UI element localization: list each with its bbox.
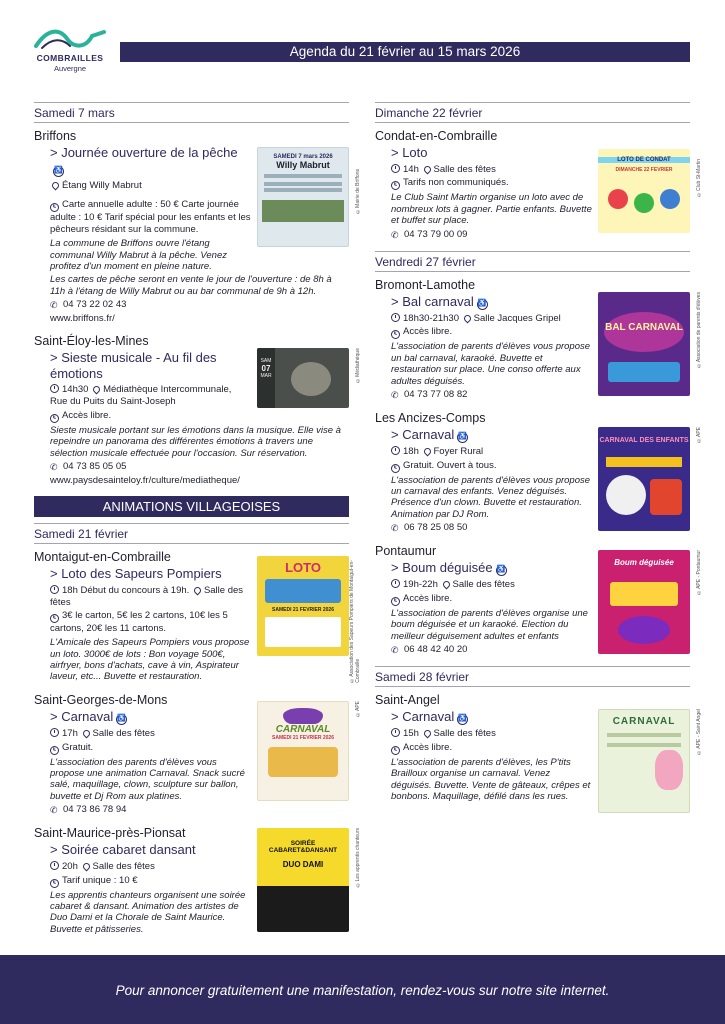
event-town: Condat-en-Combraille [375, 129, 498, 143]
accessibility-icon: ♿ [496, 565, 507, 576]
event-title[interactable]: > Journée ouverture de la pêche♿ [34, 145, 349, 177]
clock-icon [391, 728, 400, 737]
event-price: € Carte annuelle adulte : 50 € Carte journée adulte : 10 € Tarif spécial pour les enfants et les pêcheurs résidant sur la commune. [50, 199, 251, 236]
event-time-place: 18h Début du concours à 19h. Salle des fêtes [50, 584, 244, 608]
photo-credit: ©APE [696, 426, 702, 443]
event-title[interactable]: > Carnaval ♿ [391, 426, 468, 442]
left-column [34, 102, 361, 945]
logo-brand: COMBRAILLES [36, 53, 104, 63]
event-phone[interactable]: ✆ 04 73 86 78 94 [50, 804, 127, 816]
location-icon [192, 585, 202, 595]
event-town: Briffons [34, 129, 77, 143]
photo-credit: ©Association des Sapeurs Pompiers de Montaigut-en-Combraille [349, 560, 361, 683]
event-les-ancizes [375, 410, 702, 534]
event-time-place: 15h Salle des fêtes [375, 728, 690, 740]
event-bromont [375, 277, 702, 401]
accessibility-icon: ♿ [457, 432, 468, 443]
euro-icon: € [50, 879, 59, 888]
event-price: € Tarifs non communiqués. [375, 177, 690, 190]
event-title[interactable]: > Soirée cabaret dansant [50, 842, 196, 858]
event-town: Saint-Maurice-près-Pionsat [34, 826, 186, 841]
location-icon [462, 313, 472, 323]
event-time-place: 18h Foyer Rural [375, 446, 690, 458]
event-saint-angel [375, 693, 702, 803]
event-title[interactable]: > Loto [391, 145, 428, 160]
euro-icon: € [391, 330, 400, 339]
event-saint-georges [34, 692, 361, 816]
event-time-place: 14h Salle des fêtes [375, 164, 690, 176]
clock-icon [50, 585, 59, 594]
event-town: Montaigut-en-Combraille [34, 550, 171, 565]
phone-icon: ✆ [391, 389, 399, 400]
photo-credit: ©APE - Pontaumur [696, 550, 702, 596]
phone-icon: ✆ [391, 229, 399, 240]
event-poster: SOIRÉE CABARET&DANSANT DUO DAMI [257, 828, 349, 932]
clock-icon [50, 728, 59, 737]
location-icon [81, 728, 91, 738]
location-icon [422, 164, 432, 174]
event-town: Bromont-Lamothe [375, 277, 476, 292]
event-description: L'association de parents d'élèves organise une boum déguisée et un karaoké. Election du meilleur déguisement adultes et enfants [391, 608, 588, 642]
event-price: € Accès libre. [375, 326, 690, 339]
accessibility-icon: ♿ [457, 714, 468, 725]
photo-credit: ©APE [355, 700, 361, 717]
event-town: Saint-Georges-de-Mons [34, 692, 168, 707]
event-poster: CARNAVAL [598, 709, 690, 813]
event-price: € 3€ le carton, 5€ les 2 cartons, 10€ les 5 cartons, 20€ les 11 cartons. [50, 610, 228, 635]
event-price: € Gratuit. [34, 742, 349, 755]
accessibility-icon: ♿ [53, 166, 64, 177]
photo-credit: ©Les apprentis chanteurs [355, 828, 361, 888]
euro-icon: € [391, 464, 400, 473]
event-poster: CARNAVAL DES ENFANTS [598, 427, 690, 531]
event-place: Étang Willy Mabrut [34, 180, 349, 192]
event-price: € Accès libre. [34, 410, 349, 423]
euro-icon: € [391, 597, 400, 606]
photo-credit: ©Médiathèque [355, 348, 361, 383]
photo-credit: ©Club St-Martin [696, 159, 702, 197]
clock-icon [50, 384, 59, 393]
event-description: Sieste musicale portant sur les émotions dans la musique. Elle vise à repeindre un panorama des différentes émotions à travers une sélection musicale effectuée pour l'occasion. Sur réservation. [50, 424, 341, 459]
event-poster: CARNAVAL SAMEDI 21 FEVRIER 2026 [257, 701, 349, 801]
clock-icon [391, 579, 400, 588]
location-icon [422, 446, 432, 456]
event-phone[interactable]: ✆ 06 78 25 08 50 [391, 522, 468, 534]
photo-credit: ©APE - Saint Angel [696, 709, 702, 755]
event-title[interactable]: > Carnaval ♿ [391, 709, 468, 725]
event-time-place: 19h-22h Salle des fêtes [375, 579, 690, 591]
clock-icon [391, 446, 400, 455]
phone-icon: ✆ [50, 805, 58, 816]
phone-icon: ✆ [391, 523, 399, 534]
event-condat [375, 129, 702, 241]
event-price: € Gratuit. Ouvert à tous. [375, 460, 690, 473]
event-town: Pontaumur [375, 544, 437, 559]
phone-icon: ✆ [50, 462, 58, 473]
event-pontaumur [375, 544, 702, 656]
event-saint-maurice [34, 826, 361, 935]
event-poster: LOTO DE CONDAT DIMANCHE 22 FEVRIER [598, 149, 690, 233]
euro-icon: € [50, 746, 59, 755]
event-title[interactable]: > Sieste musicale - Au fil des émotions [50, 350, 217, 381]
event-poster: Boum déguisée [598, 550, 690, 654]
event-town: Saint-Éloy-les-Mines [34, 334, 149, 349]
event-phone[interactable]: ✆ 04 73 22 02 43 [50, 299, 127, 311]
logo-region: Auvergne [53, 64, 87, 73]
date-heading: Samedi 28 février [375, 666, 690, 687]
event-phone[interactable]: ✆ 06 48 42 40 20 [391, 644, 468, 656]
event-description: L'Amicale des Sapeurs Pompiers vous propose un loto. 3000€ de lots : Bon voyage 500€, airfryer, bons d'achats, cave à vin, Aspirateur laveur, etc... Buvette et restauration. [50, 637, 250, 683]
event-briffons [34, 129, 361, 325]
date-heading: Samedi 21 février [34, 523, 349, 544]
event-price: € Accès libre. [375, 742, 690, 755]
event-price: € Accès libre. [375, 593, 690, 606]
event-description: L'association de parents d'élèves vous propose un carnaval des enfants. Venez déguisés. Présence d'un clown. Buvette et restauration. Animation par DJ Rom. [391, 474, 591, 520]
location-icon [422, 729, 432, 739]
event-title[interactable]: > Loto des Sapeurs Pompiers [50, 566, 222, 582]
agenda-banner: Agenda du 21 février au 15 mars 2026 [120, 42, 690, 62]
event-town: Saint-Angel [375, 693, 440, 708]
event-time-place: 14h30 Médiathèque Intercommunale, Rue du Puits du Saint-Joseph [50, 384, 232, 408]
event-saint-eloy [34, 334, 361, 487]
right-column [375, 102, 702, 813]
location-icon [92, 385, 102, 395]
event-poster: LOTO SAMEDI 21 FEVRIER 2026 [257, 556, 349, 656]
event-website[interactable]: www.paysdesainteloy.fr/culture/mediatheque/ [50, 475, 240, 487]
event-description: Le Club Saint Martin organise un loto avec de nombreux lots à gagner. Partie enfants. Buvette et buffet sur place. [391, 192, 592, 227]
location-icon [51, 180, 61, 190]
event-price: € Tarif unique : 10 € [34, 875, 349, 888]
event-description: L'association de parents d'élèves, les P'tits Brailloux organise un carnaval. Venez déguisés. Buvette. Vente de gâteaux, crêpes et bonbons. Maquillage, défilé dans les rues. [391, 756, 591, 803]
event-phone[interactable]: ✆ 04 73 77 08 82 [391, 388, 468, 400]
euro-icon: € [50, 203, 59, 212]
event-website[interactable]: www.briffons.fr/ [50, 313, 115, 325]
euro-icon: € [50, 614, 59, 623]
event-title[interactable]: > Bal carnaval ♿ [391, 293, 487, 309]
logo-wave-icon [34, 26, 106, 52]
event-poster: BAL CARNAVAL [598, 292, 690, 396]
event-poster: SAMEDI 7 mars 2026 Willy Mabrut [257, 147, 349, 247]
photo-credit: ©Association de parents d'élèves [696, 291, 702, 368]
event-phone[interactable]: ✆ 04 73 85 05 05 [50, 461, 127, 473]
clock-icon [391, 164, 400, 173]
combrailles-logo[interactable] [30, 26, 110, 76]
accessibility-icon: ♿ [116, 714, 127, 725]
date-heading: Dimanche 22 février [375, 102, 690, 123]
euro-icon: € [391, 746, 400, 755]
event-time-place: 17h Salle des fêtes [34, 728, 349, 740]
euro-icon: € [50, 414, 59, 423]
event-time-place: 18h30-21h30 Salle Jacques Gripel [375, 313, 690, 325]
euro-icon: € [391, 181, 400, 190]
event-description-2: Les cartes de pêche seront en vente le jour de l'ouverture : de 8h à 11h à l'étang de Willy Mabrut ou au bar communal de 9h à 12h. [50, 274, 332, 297]
event-description: La commune de Briffons ouvre l'étang communal Willy Mabrut à la pêche. Venez profitez d'un moment en pleine nature. [50, 238, 227, 272]
event-description: Les apprentis chanteurs organisent une soirée cabaret & dansant. Animation des artistes de Duo Dami et la Chorale de Saint Maurice. Buvette et pâtisseries. [50, 889, 246, 935]
event-poster: SAM 07 MAR [257, 348, 349, 408]
event-title[interactable]: > Carnaval ♿ [50, 708, 127, 724]
event-title[interactable]: > Boum déguisée ♿ [391, 560, 506, 576]
accessibility-icon: ♿ [477, 299, 488, 310]
clock-icon [50, 861, 59, 870]
date-heading: Samedi 7 mars [34, 102, 349, 123]
date-heading: Vendredi 27 février [375, 251, 690, 272]
phone-icon: ✆ [50, 300, 58, 311]
event-description: L'association des parents d'élèves vous propose une animation Carnaval. Snack sucré salé, maquillage, clown, sculpture sur ballon, buvette et Dj Rom aux platines. [50, 756, 245, 802]
event-description: L'association de parents d'élèves vous propose un bal carnaval, karaoké. Buvette et restauration sur place. Une conso offerte aux adultes déguisés. [391, 341, 591, 387]
section-banner: ANIMATIONS VILLAGEOISES [34, 496, 349, 517]
event-phone[interactable]: ✆ 04 73 79 00 09 [391, 228, 468, 240]
location-icon [81, 861, 91, 871]
event-montaigut [34, 550, 361, 683]
event-town: Les Ancizes-Comps [375, 410, 486, 425]
photo-credit: ©Mairie de Briffons [355, 169, 361, 214]
event-time-place: 20h Salle des fêtes [34, 861, 349, 873]
phone-icon: ✆ [391, 645, 399, 656]
clock-icon [391, 313, 400, 322]
location-icon [441, 580, 451, 590]
footer-banner: Pour annoncer gratuitement une manifestation, rendez-vous sur notre site internet. [0, 955, 725, 1024]
